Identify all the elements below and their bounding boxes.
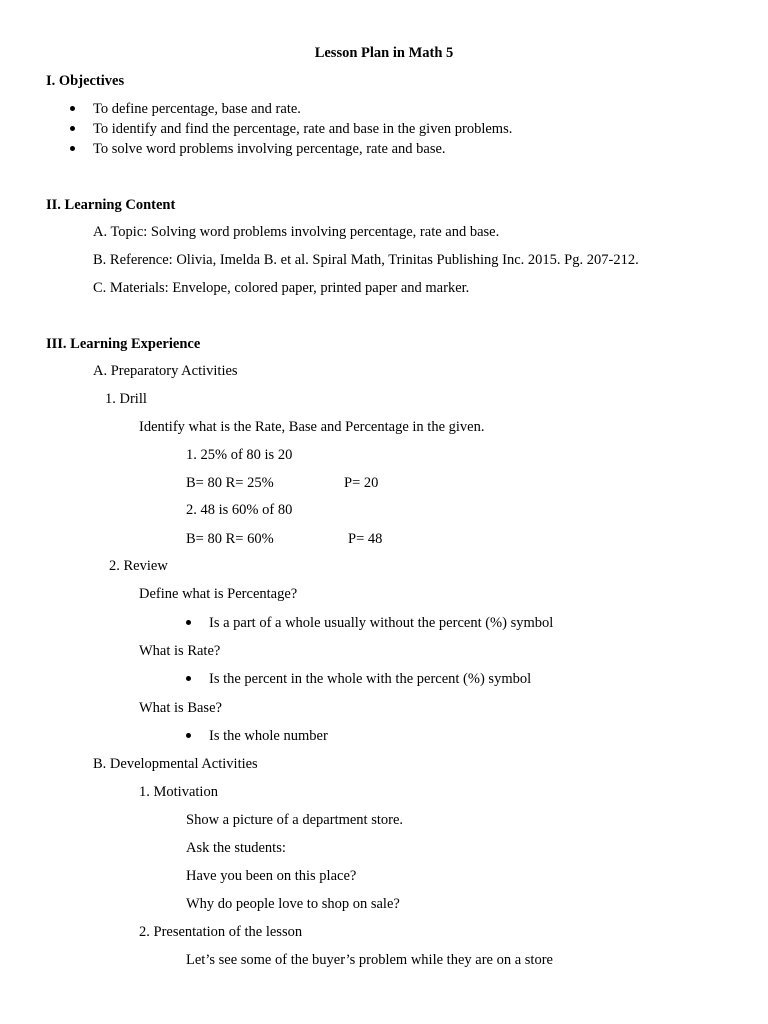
drill-answer: B= 80 R= 25% <box>186 475 274 491</box>
review-heading: 2. Review <box>109 558 168 574</box>
learning-experience-heading: III. Learning Experience <box>46 336 201 352</box>
bullet-icon <box>186 733 191 738</box>
drill-answer-percentage: P= 20 <box>344 475 379 491</box>
motivation-line: Ask the students: <box>186 840 286 856</box>
materials-line: C. Materials: Envelope, colored paper, printed paper and marker. <box>93 280 470 296</box>
topic-line: A. Topic: Solving word problems involving percentage, rate and base. <box>93 224 500 240</box>
page-title: Lesson Plan in Math 5 <box>314 45 454 61</box>
review-answer: Is a part of a whole usually without the percent (%) symbol <box>209 615 554 631</box>
bullet-icon <box>70 106 75 111</box>
review-answer: Is the whole number <box>209 728 328 744</box>
motivation-heading: 1. Motivation <box>139 784 218 800</box>
drill-answer-percentage: P= 48 <box>348 531 383 547</box>
review-question: Define what is Percentage? <box>139 586 298 602</box>
drill-answer: B= 80 R= 60% <box>186 531 274 547</box>
bullet-icon <box>70 126 75 131</box>
objectives-heading: I. Objectives <box>46 73 125 89</box>
review-question: What is Base? <box>139 700 222 716</box>
motivation-line: Have you been on this place? <box>186 868 357 884</box>
drill-heading: 1. Drill <box>105 391 147 407</box>
bullet-icon <box>70 146 75 151</box>
drill-instruction: Identify what is the Rate, Base and Percentage in the given. <box>139 419 485 435</box>
objective-item: To define percentage, base and rate. <box>93 101 301 117</box>
motivation-line: Show a picture of a department store. <box>186 812 404 828</box>
presentation-heading: 2. Presentation of the lesson <box>139 924 303 940</box>
bullet-icon <box>186 620 191 625</box>
review-answer: Is the percent in the whole with the percent (%) symbol <box>209 671 532 687</box>
learning-content-heading: II. Learning Content <box>46 197 176 213</box>
preparatory-heading: A. Preparatory Activities <box>93 363 238 379</box>
presentation-line: Let’s see some of the buyer’s problem while they are on a store <box>186 952 553 968</box>
developmental-heading: B. Developmental Activities <box>93 756 258 772</box>
objective-item: To identify and find the percentage, rate and base in the given problems. <box>93 121 513 137</box>
objective-item: To solve word problems involving percentage, rate and base. <box>93 141 446 157</box>
reference-line: B. Reference: Olivia, Imelda B. et al. Spiral Math, Trinitas Publishing Inc. 2015. Pg. 207-212. <box>93 252 639 268</box>
drill-problem: 2. 48 is 60% of 80 <box>186 502 293 518</box>
motivation-line: Why do people love to shop on sale? <box>186 896 400 912</box>
review-question: What is Rate? <box>139 643 221 659</box>
drill-problem: 1. 25% of 80 is 20 <box>186 447 293 463</box>
bullet-icon <box>186 676 191 681</box>
